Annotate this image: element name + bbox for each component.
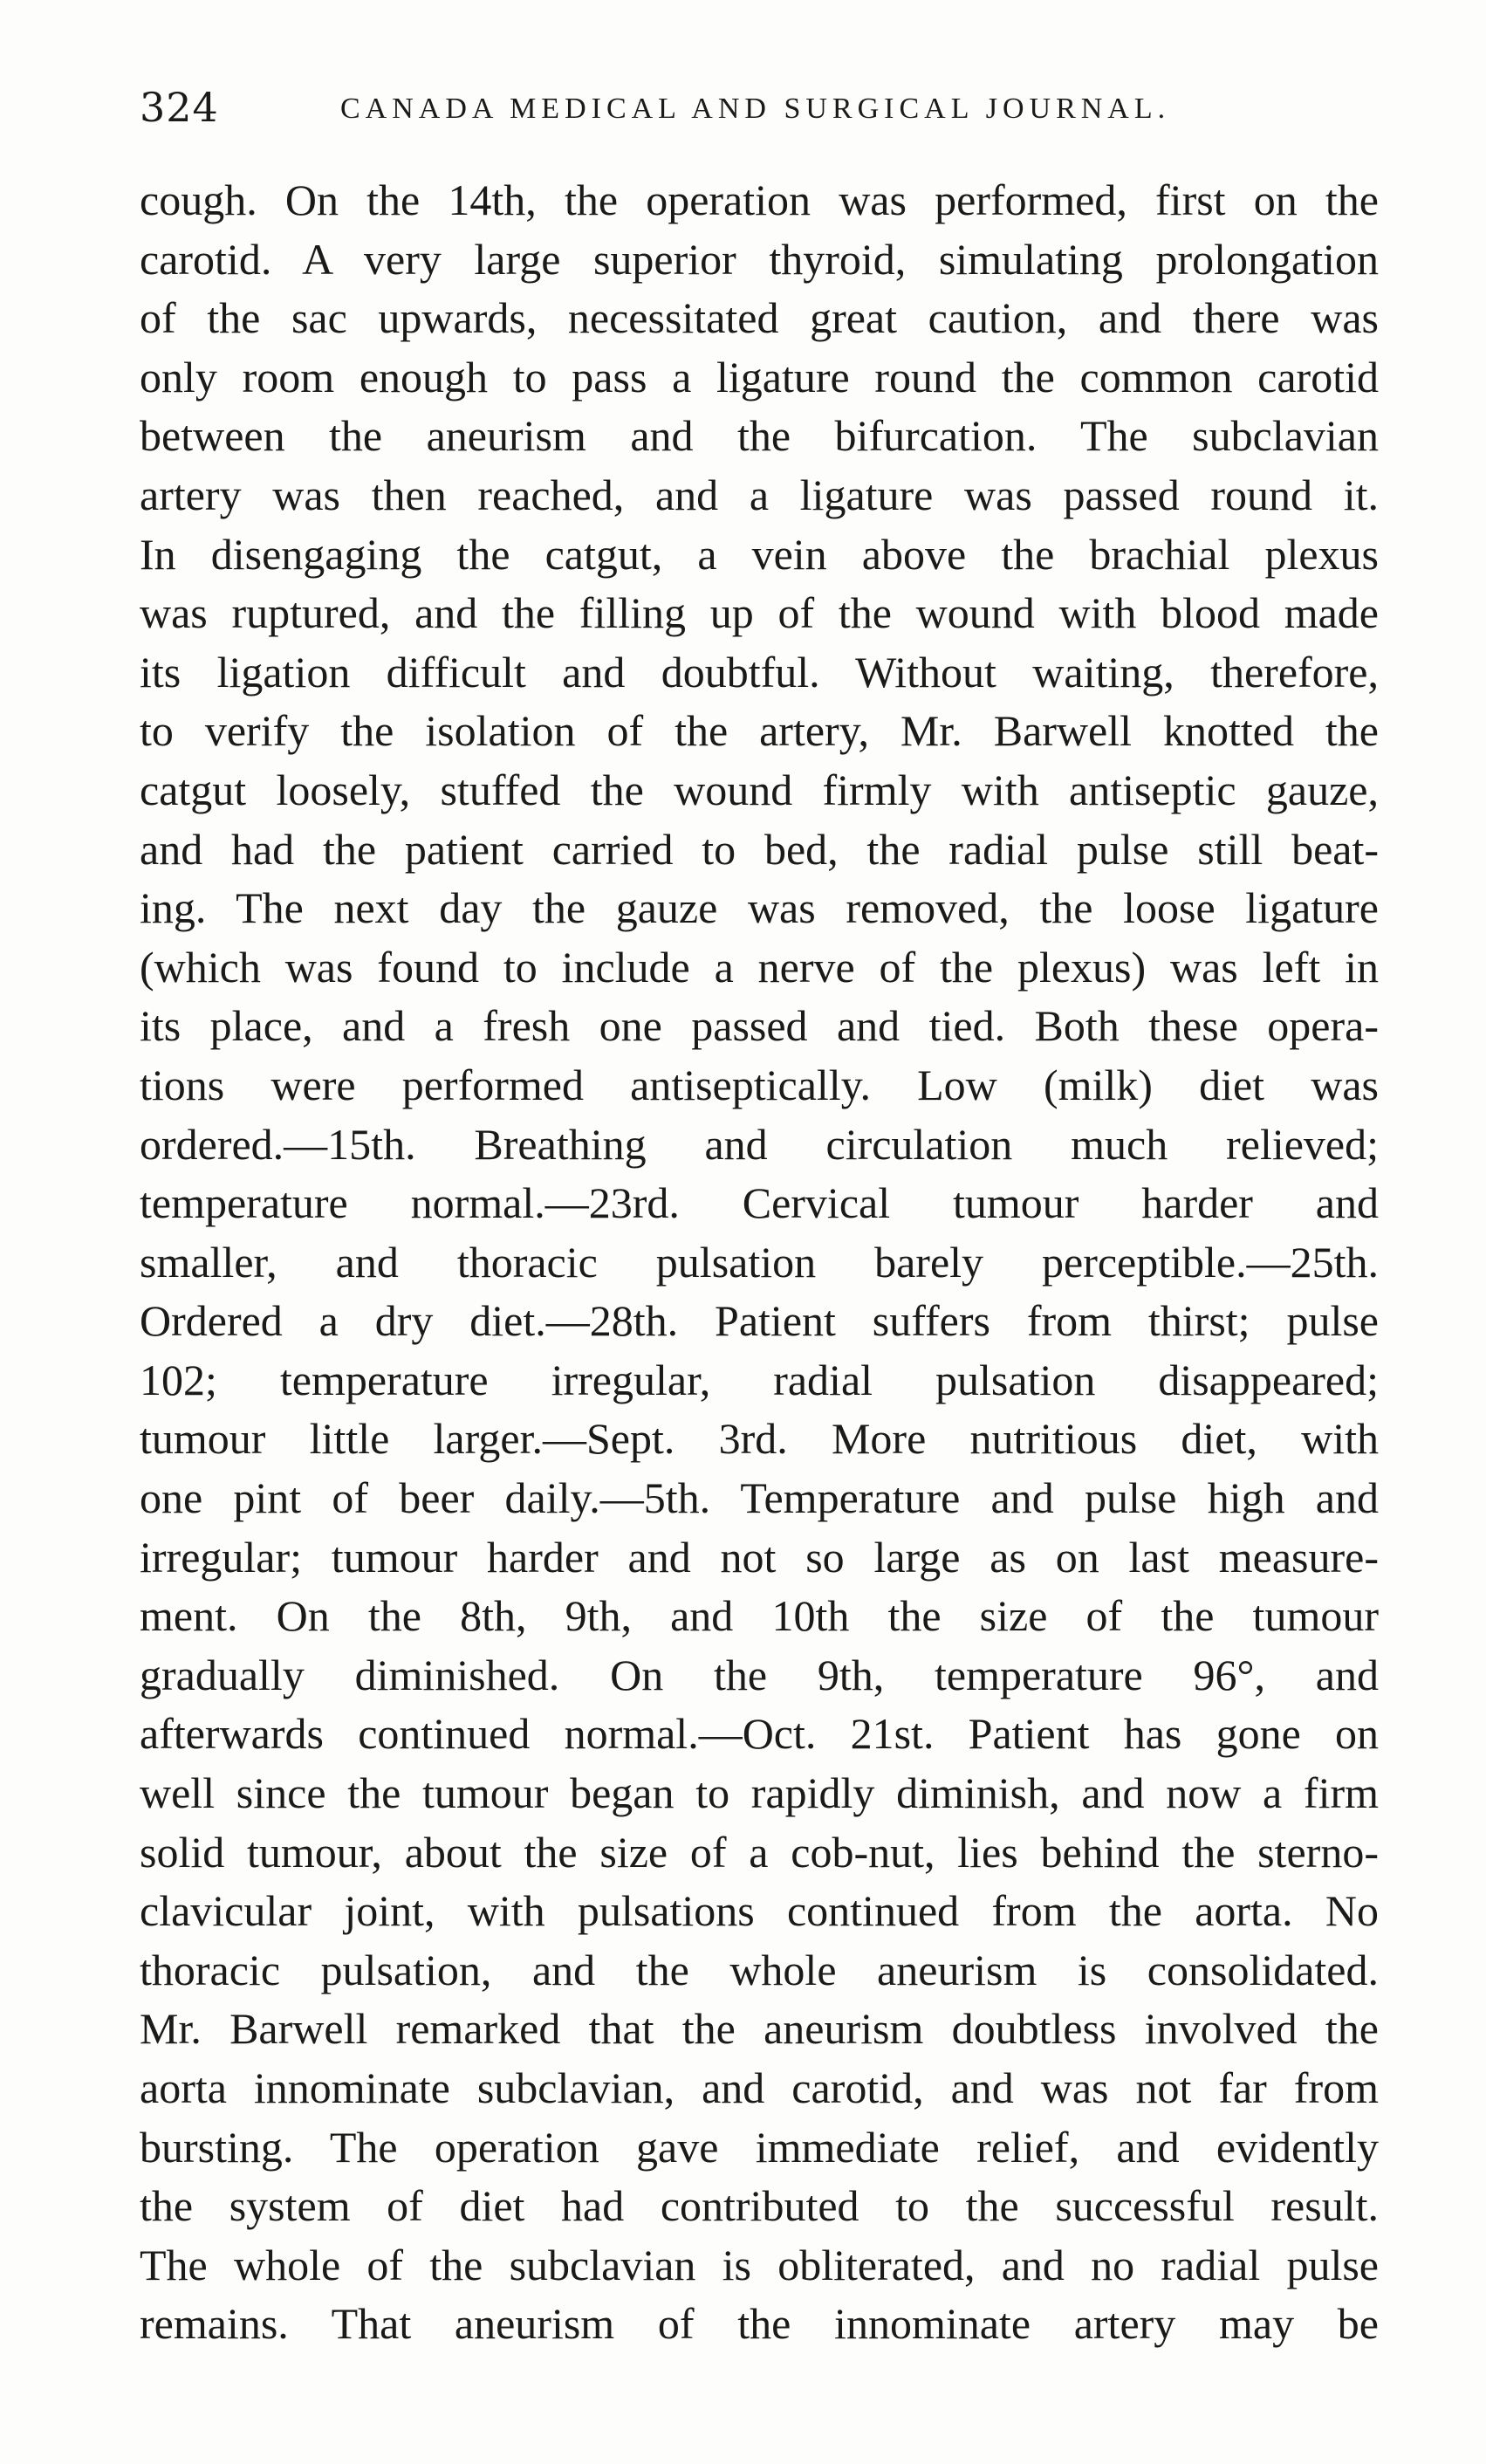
- text-line: catgut loosely, stuffed the wound firmly with antiseptic gauze,: [140, 765, 1379, 814]
- text-line: Ordered a dry diet.—28th. Patient suffers from thirst; pulse: [140, 1296, 1379, 1346]
- text-line: its ligation difficult and doubtful. Without waiting, therefore,: [140, 647, 1379, 697]
- text-line: and had the patient carried to bed, the radial pulse still beat-: [140, 824, 1379, 874]
- text-line: ment. On the 8th, 9th, and 10th the size of the tumour: [140, 1591, 1379, 1641]
- text-line: only room enough to pass a ligature round the common carotid: [140, 352, 1379, 402]
- page-number: 324: [140, 84, 219, 131]
- text-line: cough. On the 14th, the operation was performed, first on the: [140, 175, 1379, 224]
- text-line: its place, and a fresh one passed and tied. Both these opera-: [140, 1001, 1379, 1051]
- text-line: solid tumour, about the size of a cob-nut, lies behind the sterno-: [140, 1827, 1379, 1877]
- text-line: ing. The next day the gauze was removed, the loose ligature: [140, 883, 1379, 933]
- text-line: irregular; tumour harder and not so large as on last measure-: [140, 1532, 1379, 1582]
- journal-title: CANADA MEDICAL AND SURGICAL JOURNAL.: [340, 93, 1171, 125]
- text-line: well since the tumour began to rapidly diminish, and now a firm: [140, 1768, 1379, 1818]
- text-line: remains. That aneurism of the innominate artery may be: [140, 2299, 1379, 2349]
- text-line: The whole of the subclavian is obliterated, and no radial pulse: [140, 2240, 1379, 2289]
- text-line: bursting. The operation gave immediate relief, and evidently: [140, 2122, 1379, 2172]
- text-line: one pint of beer daily.—5th. Temperature and pulse high and: [140, 1473, 1379, 1523]
- text-line: temperature normal.—23rd. Cervical tumour harder and: [140, 1178, 1379, 1228]
- text-line: was ruptured, and the filling up of the wound with blood made: [140, 588, 1379, 638]
- text-line: thoracic pulsation, and the whole aneurism is consolidated.: [140, 1945, 1379, 1994]
- text-line: (which was found to include a nerve of the plexus) was left in: [140, 942, 1379, 992]
- text-line: Mr. Barwell remarked that the aneurism doubtless involved the: [140, 2004, 1379, 2054]
- text-line: between the aneurism and the bifurcation. The subclavian: [140, 411, 1379, 461]
- text-line: carotid. A very large superior thyroid, simulating prolongation: [140, 234, 1379, 284]
- text-line: afterwards continued normal.—Oct. 21st. Patient has gone on: [140, 1709, 1379, 1759]
- text-line: to verify the isolation of the artery, Mr. Barwell knotted the: [140, 706, 1379, 756]
- text-line: artery was then reached, and a ligature was passed round it.: [140, 470, 1379, 519]
- text-line: clavicular joint, with pulsations continued from the aorta. No: [140, 1886, 1379, 1936]
- text-line: 102; temperature irregular, radial pulsation disappeared;: [140, 1355, 1379, 1404]
- text-line: ordered.—15th. Breathing and circulation much relieved;: [140, 1119, 1379, 1169]
- text-line: smaller, and thoracic pulsation barely perceptible.—25th.: [140, 1237, 1379, 1287]
- running-head: [140, 84, 1379, 136]
- text-line: tions were performed antiseptically. Low (milk) diet was: [140, 1060, 1379, 1109]
- text-line: of the sac upwards, necessitated great caution, and there was: [140, 293, 1379, 343]
- text-line: the system of diet had contributed to the successful result.: [140, 2181, 1379, 2231]
- text-line: In disengaging the catgut, a vein above the brachial plexus: [140, 529, 1379, 579]
- text-line: tumour little larger.—Sept. 3rd. More nutritious diet, with: [140, 1414, 1379, 1464]
- text-line: aorta innominate subclavian, and carotid, and was not far from: [140, 2063, 1379, 2112]
- article-body: [140, 171, 1379, 2354]
- text-line: gradually diminished. On the 9th, temperature 96°, and: [140, 1650, 1379, 1699]
